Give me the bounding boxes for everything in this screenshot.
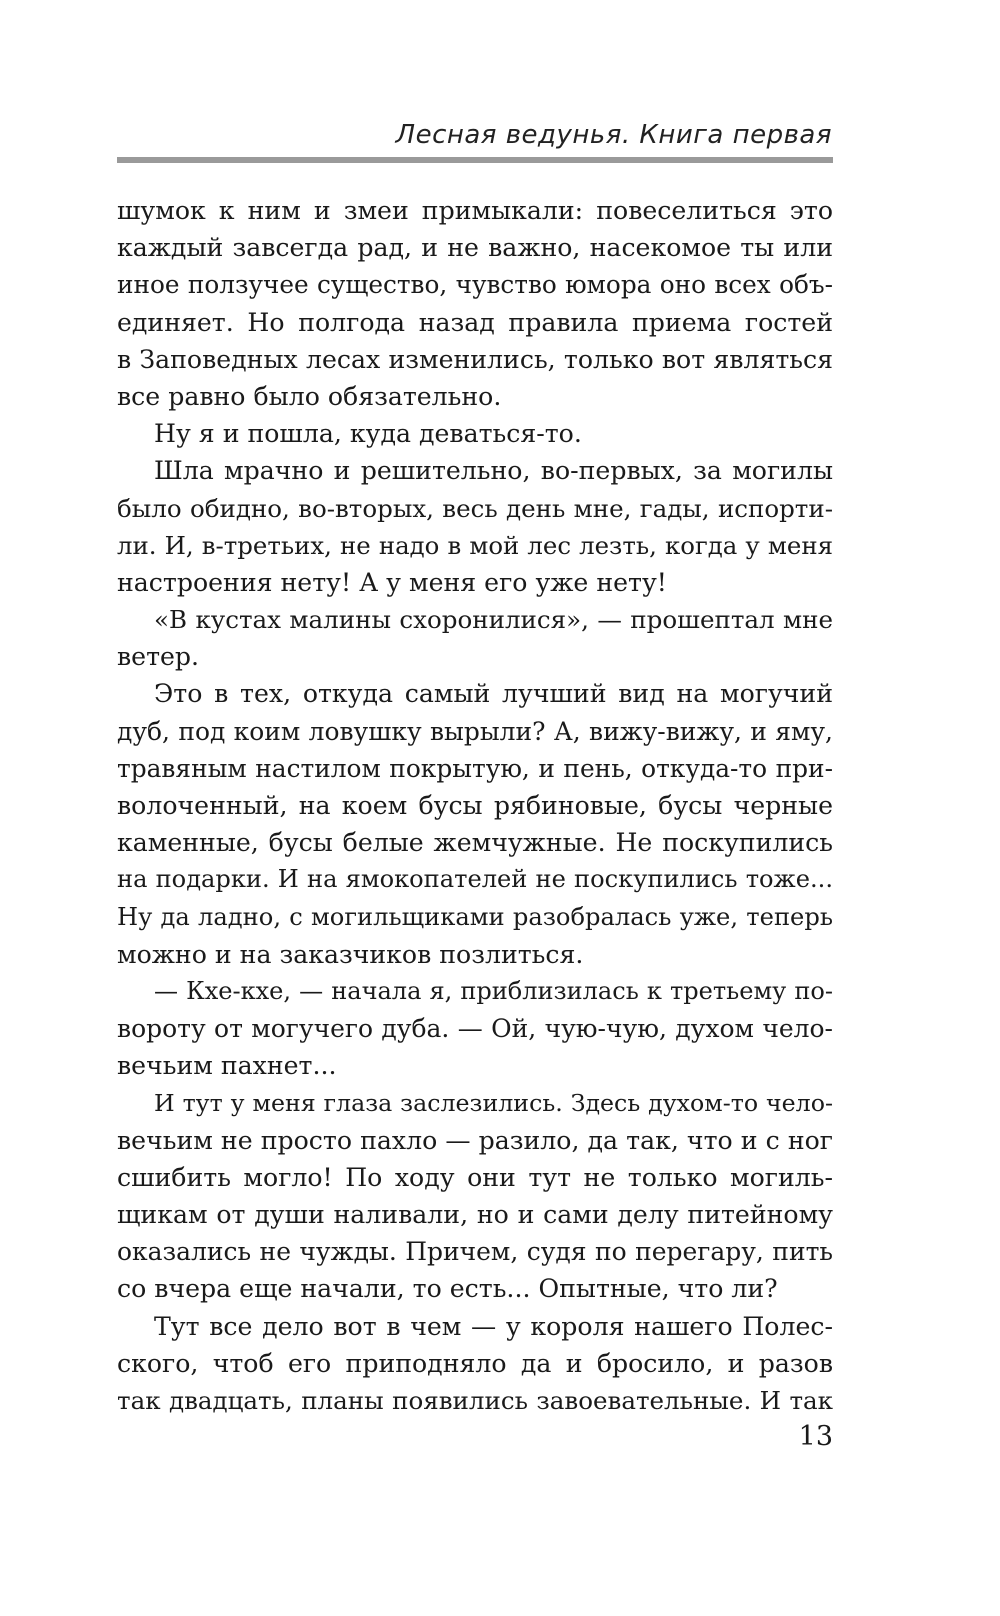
text-line: в Заповедных лесах изменились, только вот являться [117, 344, 833, 374]
text-line: настроения нету! А у меня его уже нету! [117, 567, 667, 597]
text-line: иное ползучее существо, чувство юмора оно всех объ- [117, 270, 833, 300]
text-line: ского, чтоб его приподняло да и бросило, и разов [117, 1348, 833, 1378]
text-line: на подарки. И на ямокопателей не поскупились тоже... [117, 865, 833, 894]
body-text [117, 192, 833, 1419]
text-line: травяным настилом покрытую, и пень, откуда-то при- [117, 753, 833, 783]
text-line: оказались не чужды. Причем, судя по перегару, пить [117, 1237, 833, 1267]
text-line: Шла мрачно и решительно, во-первых, за могилы [154, 456, 833, 486]
text-line: Тут все дело вот в чем — у короля нашего Полес- [154, 1311, 833, 1341]
text-line: можно и на заказчиков позлиться. [117, 939, 584, 969]
text-line: «В кустах малины схоронилися», — прошептал мне [154, 605, 833, 635]
text-line: Ну да ладно, с могильщиками разобралась уже, теперь [117, 902, 833, 931]
text-line: так двадцать, планы появились завоевательные. И так [117, 1386, 833, 1415]
text-line: ветер. [117, 642, 200, 672]
text-line: вечьим не просто пахло — разило, да так, что и с ног [117, 1125, 833, 1155]
text-line: И тут у меня глаза заслезились. Здесь духом-то чело- [154, 1088, 833, 1117]
text-line: все равно было обязательно. [117, 381, 502, 411]
text-line: Ну я и пошла, куда деваться-то. [154, 419, 582, 449]
header-rule [117, 157, 833, 163]
text-line: сшибить могло! По ходу они тут не только могиль- [117, 1162, 833, 1192]
text-line: щикам от души наливали, но и сами делу питейному [117, 1200, 833, 1230]
text-line: каждый завсегда рад, и не важно, насекомое ты или [117, 233, 833, 263]
page-number: 13 [798, 1421, 833, 1452]
running-header-title: Лесная ведунья. Книга первая [395, 120, 832, 150]
text-line: дуб, под коим ловушку вырыли? А, вижу-вижу, и яму, [117, 716, 833, 746]
text-line: ли. И, в-третьих, не надо в мой лес лезть, когда у меня [117, 530, 833, 560]
text-line: Это в тех, откуда самый лучший вид на могучий [154, 679, 833, 709]
text-line: единяет. Но полгода назад правила приема гостей [117, 307, 833, 337]
text-line: каменные, бусы белые жемчужные. Не поскупились [117, 828, 833, 858]
text-line: волоченный, на коем бусы рябиновые, бусы черные [117, 791, 833, 820]
text-line: — Кхе-кхе, — начала я, приблизилась к третьему по- [154, 976, 833, 1005]
text-line: вечьим пахнет... [117, 1051, 337, 1081]
text-line: вороту от могучего дуба. — Ой, чую-чую, духом чело- [117, 1014, 833, 1044]
text-line: со вчера еще начали, то есть... Опытные, что ли? [117, 1274, 778, 1304]
text-line: шумок к ним и змеи примыкали: повеселиться это [117, 196, 833, 225]
text-line: было обидно, во-вторых, весь день мне, гады, испорти- [117, 493, 833, 523]
